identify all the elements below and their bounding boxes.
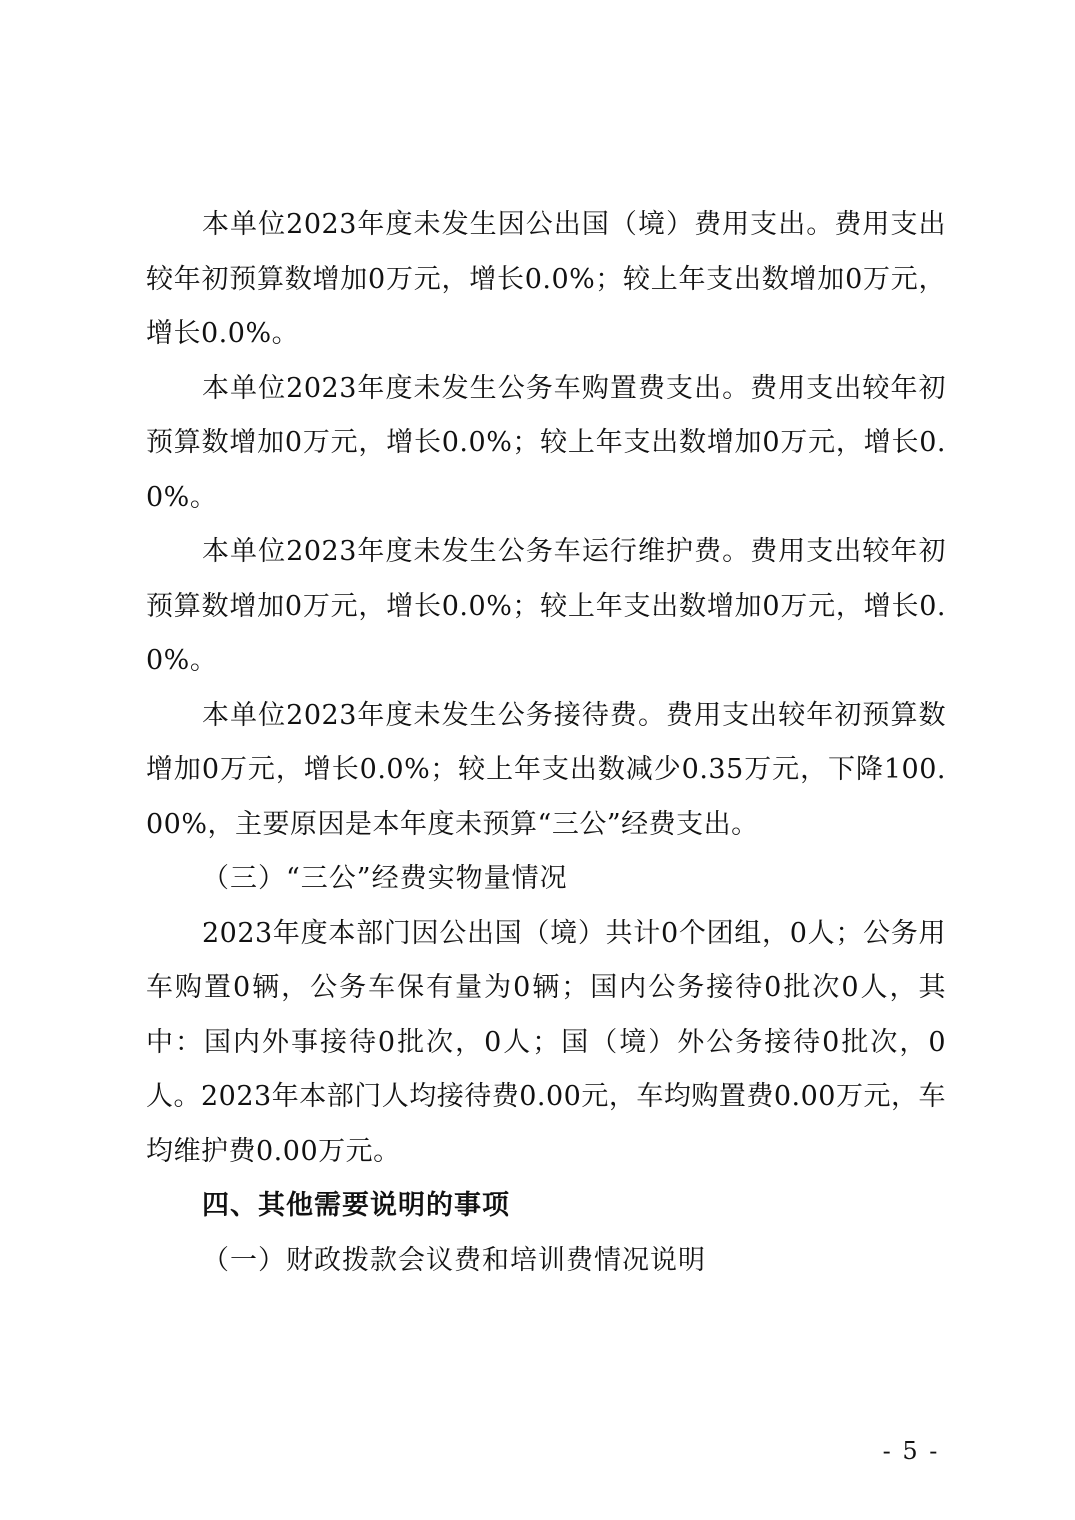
- section-heading-4: 四、其他需要说明的事项: [202, 1190, 510, 1221]
- paragraph-vehicle-purchase: 本单位2023年度未发生公务车购置费支出。费用支出较年初预算数增加0万元，增长0.0%；较上年支出数增加0万元，增长0.0%。: [146, 372, 946, 513]
- paragraph-reception: 本单位2023年度未发生公务接待费。费用支出较年初预算数增加0万元，增长0.0%；较上年支出数减少0.35万元，下降100.00%，主要原因是本年度未预算“三公”经费支出。: [146, 699, 946, 840]
- paragraph-physical-quantity: 2023年度本部门因公出国（境）共计0个团组，0人；公务用车购置0辆，公务车保有量为0辆；国内公务接待0批次0人，其中：国内外事接待0批次，0人；国（境）外公务接待0批次，0人。2023年本部门人均接待费0.00元，车均购置费0.00万元，车均维护费0.00万元。: [146, 917, 946, 1167]
- subsection-heading-4-1: （一）财政拨款会议费和培训费情况说明: [202, 1244, 706, 1276]
- section-heading-3: （三）“三公”经费实物量情况: [202, 863, 568, 894]
- page-number: - 5 -: [882, 1437, 940, 1465]
- document-body: [146, 198, 946, 1288]
- paragraph-vehicle-maintenance: 本单位2023年度未发生公务车运行维护费。费用支出较年初预算数增加0万元，增长0.0%；较上年支出数增加0万元，增长0.0%。: [146, 536, 946, 676]
- paragraph-overseas-travel: 本单位2023年度未发生因公出国（境）费用支出。费用支出较年初预算数增加0万元，增长0.0%；较上年支出数增加0万元，增长0.0%。: [146, 209, 946, 349]
